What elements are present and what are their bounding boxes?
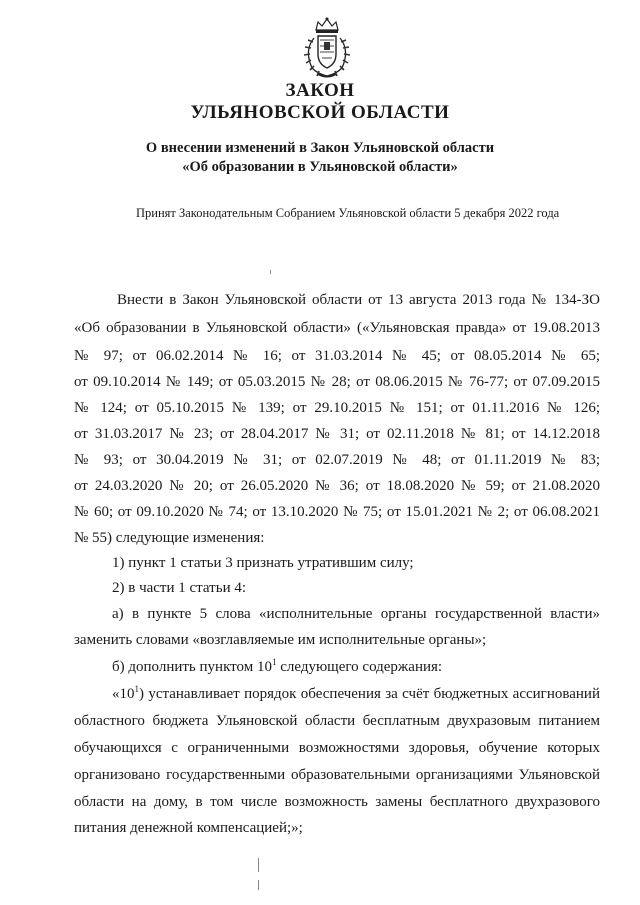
paragraph-line: от 24.03.2020 № 20; от 26.05.2020 № 36; от 18.08.2020 № 59; от 21.08.2020 [74,478,600,494]
item-2a-line: заменить словами «возглавляемые им исполнительные органы»; [74,632,487,648]
law-subject-line2: «Об образовании в Ульяновской области» [182,159,458,175]
paragraph-line: № 97; от 06.02.2014 № 16; от 31.03.2014 № 45; от 08.05.2014 № 65; [74,348,600,364]
quote-open: «10 [112,686,135,702]
paragraph-line: № 60; от 09.10.2020 № 74; от 13.10.2020 № 75; от 15.01.2021 № 2; от 06.08.2021 [74,504,600,520]
item-2b-sup: 1 [271,657,277,667]
scan-speck [258,858,259,872]
paragraph-line: № 93; от 30.04.2019 № 31; от 02.07.2019 № 48; от 01.11.2019 № 83; [74,452,600,468]
scan-speck [258,880,259,890]
law-subject-line1: О внесении изменений в Закон Ульяновской области [145,140,495,156]
scan-speck [270,270,271,274]
paragraph-line: Внести в Закон Ульяновской области от 13 августа 2013 года № 134-ЗО [117,292,600,308]
quote-sup: 1 [134,684,139,694]
adoption-note: Принят Законодательным Собранием Ульяновской области 5 декабря 2022 года [136,206,560,220]
quote-line: питания денежной компенсацией;»; [74,820,303,836]
paragraph-line: «Об образовании в Ульяновской области» («Ульяновская правда» от 19.08.2013 [74,320,600,336]
item-2b-tail: следующего содержания: [276,659,443,675]
item-2a-line: а) в пункте 5 слова «исполнительные органы государственной власти» [112,606,600,622]
item-2: 2) в части 1 статьи 4: [112,580,247,596]
paragraph-line: № 55) следующие изменения: [74,530,265,546]
quote-line: областного бюджета Ульяновской области бесплатным двухразовым питанием [74,713,600,729]
law-title: ЗАКОН [285,80,355,101]
paragraph-line: от 09.10.2014 № 149; от 05.03.2015 № 28; от 08.06.2015 № 76-77; от 07.09.2015 [74,374,600,390]
quote-line: организовано государственными образовательными организациями Ульяновской [74,767,600,783]
coat-of-arms-icon [298,16,356,80]
quote-line: области на дому, в том числе возможность замены бесплатного двухразового [74,794,600,810]
item-2b-text: б) дополнить пунктом 10 [112,659,272,675]
quote-first-rest: ) устанавливает порядок обеспечения за счёт бюджетных ассигнований [139,686,600,702]
law-region: УЛЬЯНОВСКОЙ ОБЛАСТИ [190,102,450,123]
item-2b [112,657,442,677]
paragraph-line: от 31.03.2017 № 23; от 28.04.2017 № 31; от 02.11.2018 № 81; от 14.12.2018 [74,426,600,442]
quote-line [112,684,600,704]
item-1: 1) пункт 1 статьи 3 признать утратившим силу; [112,555,414,571]
paragraph-line: № 124; от 05.10.2015 № 139; от 29.10.2015 № 151; от 01.11.2016 № 126; [74,400,600,416]
quote-line: обучающихся с ограниченными возможностями здоровья, обучение которых [74,740,600,756]
